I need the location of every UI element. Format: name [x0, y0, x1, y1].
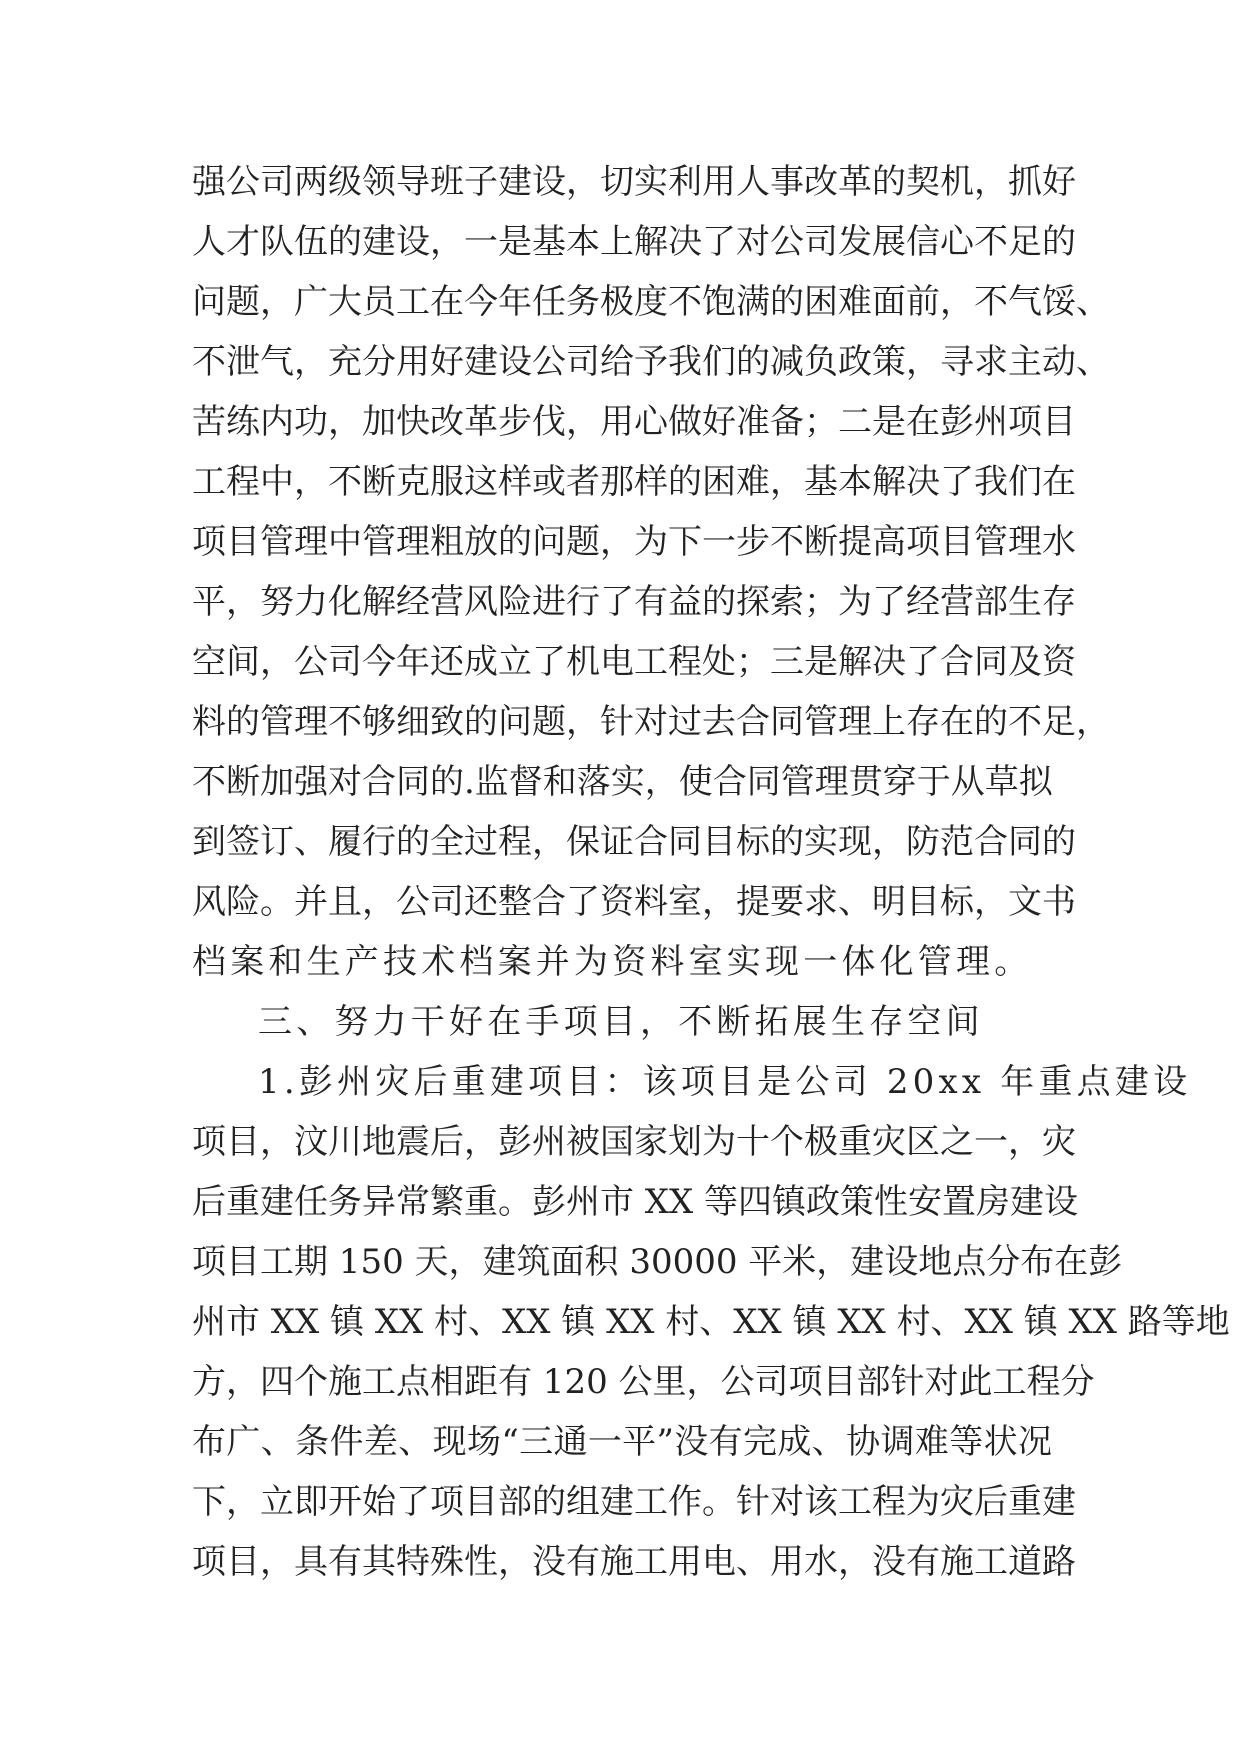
text-line: 到签订、履行的全过程，保证合同目标的实现，防范合同的	[192, 822, 1076, 862]
text-line: 平，努力化解经营风险进行了有益的探索；为了经营部生存	[192, 582, 1076, 622]
text-line: 布广、条件差、现场“三通一平”没有完成、协调难等状况	[192, 1422, 1052, 1462]
text-line: 问题，广大员工在今年任务极度不饱满的困难面前，不气馁、	[192, 282, 1110, 322]
text-line: 项目，具有其特殊性，没有施工用电、用水，没有施工道路	[192, 1542, 1076, 1582]
text-line: 不泄气，充分用好建设公司给予我们的减负政策，寻求主动、	[192, 342, 1110, 382]
section-heading: 三、努力干好在手项目，不断拓展生存空间	[258, 1002, 984, 1042]
text-line: 风险。并且，公司还整合了资料室，提要求、明目标，文书	[192, 882, 1076, 922]
text-line: 1.彭州灾后重建项目：该项目是公司 20xx 年重点建设	[258, 1062, 1192, 1102]
text-line: 档案和生产技术档案并为资料室实现一体化管理。	[192, 942, 1033, 982]
text-line: 工程中，不断克服这样或者那样的困难，基本解决了我们在	[192, 462, 1076, 502]
text-line: 苦练内功，加快改革步伐，用心做好准备；二是在彭州项目	[192, 402, 1076, 442]
text-line: 空间，公司今年还成立了机电工程处；三是解决了合同及资	[192, 642, 1076, 682]
text-line: 项目，汶川地震后，彭州被国家划为十个极重灾区之一，灾	[192, 1122, 1076, 1162]
text-line: 下，立即开始了项目部的组建工作。针对该工程为灾后重建	[192, 1482, 1076, 1522]
body-text	[192, 152, 1230, 1592]
text-line: 方，四个施工点相距有 120 公里，公司项目部针对此工程分	[192, 1362, 1095, 1402]
text-line: 项目管理中管理粗放的问题，为下一步不断提高项目管理水	[192, 522, 1076, 562]
text-line: 州市 XX 镇 XX 村、XX 镇 XX 村、XX 镇 XX 村、XX 镇 XX 路等地	[192, 1302, 1230, 1342]
text-line: 不断加强对合同的.监督和落实，使合同管理贯穿于从草拟	[192, 762, 1053, 802]
text-line: 料的管理不够细致的问题，针对过去合同管理上存在的不足，	[192, 702, 1110, 742]
text-line: 强公司两级领导班子建设，切实利用人事改革的契机，抓好	[192, 162, 1076, 202]
text-line: 后重建任务异常繁重。彭州市 XX 等四镇政策性安置房建设	[192, 1182, 1079, 1222]
text-line: 项目工期 150 天，建筑面积 30000 平米，建设地点分布在彭	[192, 1242, 1123, 1282]
text-line: 人才队伍的建设，一是基本上解决了对公司发展信心不足的	[192, 222, 1076, 262]
